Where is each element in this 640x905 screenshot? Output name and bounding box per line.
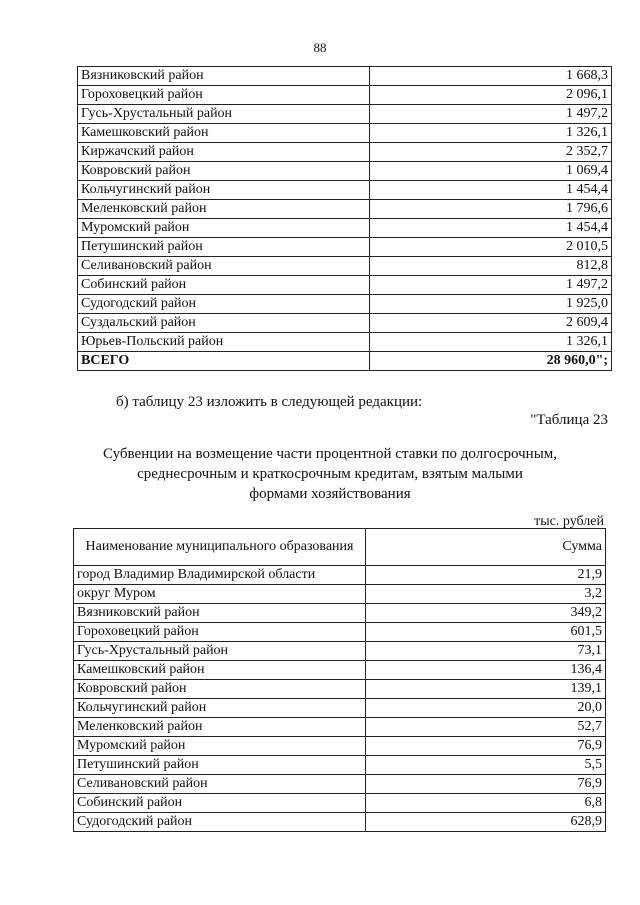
subvention-table [73,528,606,832]
district-value: 812,8 [370,257,612,276]
table-row [74,813,606,832]
district-value: 1 497,2 [370,105,612,124]
units-label: тыс. рублей [534,514,604,529]
page-number: 88 [313,40,327,55]
table-label: "Таблица 23 [530,412,608,428]
table-heading [70,444,590,504]
total-value: 28 960,0"; [370,352,612,371]
municipality-name: Судогодский район [74,813,366,832]
table-row [78,276,612,295]
municipality-name: Селивановский район [74,775,366,794]
municipality-sum: 349,2 [366,604,606,623]
table-row [74,699,606,718]
municipality-name: город Владимир Владимирской области [74,566,366,585]
municipality-name: Кольчугинский район [74,699,366,718]
district-name: Меленковский район [78,200,370,219]
municipality-name: округ Муром [74,585,366,604]
table-row [74,680,606,699]
municipality-sum: 628,9 [366,813,606,832]
table-row [78,162,612,181]
district-name: Петушинский район [78,238,370,257]
heading-line: формами хозяйствования [249,486,411,502]
column-header-sum: Сумма [366,529,606,566]
district-value: 1 668,3 [370,67,612,86]
municipality-name: Гусь-Хрустальный район [74,642,366,661]
table-row [74,775,606,794]
table-row [74,642,606,661]
table-row [78,295,612,314]
table-row [78,86,612,105]
district-totals-table [77,66,612,371]
district-value: 2 096,1 [370,86,612,105]
district-name: Гороховецкий район [78,86,370,105]
municipality-sum: 21,9 [366,566,606,585]
district-value: 2 010,5 [370,238,612,257]
municipality-name: Муромский район [74,737,366,756]
table-row [74,756,606,775]
district-name: Гусь-Хрустальный район [78,105,370,124]
district-value: 1 454,4 [370,219,612,238]
municipality-sum: 136,4 [366,661,606,680]
district-value: 1 796,6 [370,200,612,219]
district-value: 2 609,4 [370,314,612,333]
municipality-name: Камешковский район [74,661,366,680]
municipality-name: Ковровский район [74,680,366,699]
table-row [78,200,612,219]
table-row [78,143,612,162]
district-name: Юрьев-Польский район [78,333,370,352]
district-value: 1 454,4 [370,181,612,200]
district-value: 1 497,2 [370,276,612,295]
district-name: Киржачский район [78,143,370,162]
heading-line: среднесрочным и краткосрочным кредитам, взятым малыми [137,466,523,482]
table-row [74,623,606,642]
table-row [78,314,612,333]
municipality-sum: 139,1 [366,680,606,699]
table-row [74,718,606,737]
table-row [78,219,612,238]
table-row [78,257,612,276]
municipality-sum: 73,1 [366,642,606,661]
heading-line: Субвенции на возмещение части процентной ставки по долгосрочным, [102,446,558,462]
district-value: 1 326,1 [370,333,612,352]
municipality-sum: 20,0 [366,699,606,718]
table-row [78,105,612,124]
district-value: 1 925,0 [370,295,612,314]
municipality-sum: 76,9 [366,775,606,794]
municipality-sum: 6,8 [366,794,606,813]
district-name: Камешковский район [78,124,370,143]
district-name: Вязниковский район [78,67,370,86]
table-row [74,604,606,623]
district-name: Муромский район [78,219,370,238]
municipality-sum: 52,7 [366,718,606,737]
table-row [74,585,606,604]
district-name: Судогодский район [78,295,370,314]
table-row [78,181,612,200]
district-value: 1 069,4 [370,162,612,181]
table-row [78,333,612,352]
district-value: 2 352,7 [370,143,612,162]
amendment-paragraph: б) таблицу 23 изложить в следующей редакции: [116,394,423,410]
table-row [74,737,606,756]
table-row [74,566,606,585]
table-header-row [74,529,606,566]
municipality-sum: 5,5 [366,756,606,775]
table-row [78,124,612,143]
table-row [74,794,606,813]
district-name: Селивановский район [78,257,370,276]
municipality-name: Собинский район [74,794,366,813]
table-row [74,661,606,680]
municipality-name: Гороховецкий район [74,623,366,642]
municipality-name: Петушинский район [74,756,366,775]
municipality-sum: 76,9 [366,737,606,756]
district-name: Собинский район [78,276,370,295]
municipality-sum: 3,2 [366,585,606,604]
district-value: 1 326,1 [370,124,612,143]
total-label: ВСЕГО [78,352,370,371]
table-row [78,238,612,257]
municipality-sum: 601,5 [366,623,606,642]
district-name: Ковровский район [78,162,370,181]
column-header-name: Наименование муниципального образования [74,529,366,566]
municipality-name: Вязниковский район [74,604,366,623]
district-name: Кольчугинский район [78,181,370,200]
municipality-name: Меленковский район [74,718,366,737]
total-row [78,352,612,371]
table-row [78,67,612,86]
district-name: Суздальский район [78,314,370,333]
